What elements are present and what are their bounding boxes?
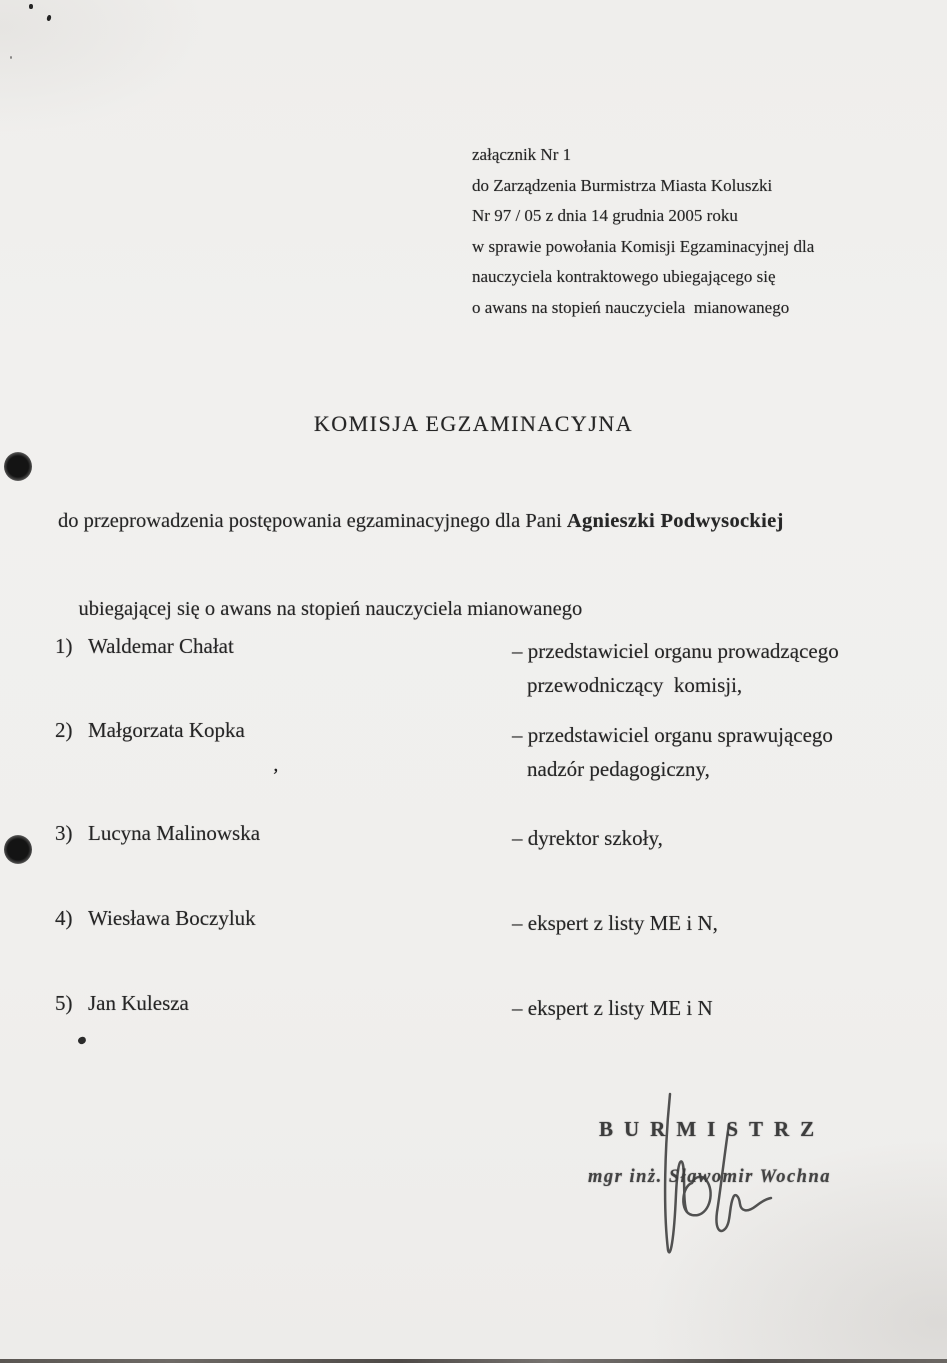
member-name: Wiesława Boczyluk xyxy=(88,906,256,930)
member-role-line: – przedstawiciel organu sprawującego xyxy=(512,723,833,747)
scan-edge-bar xyxy=(0,1359,947,1363)
member-role-line: – ekspert z listy ME i N, xyxy=(512,911,718,935)
reference-line: o awans na stopień nauczyciela mianowanego xyxy=(472,297,790,317)
intro-text-line2: ubiegającej się o awans na stopień nauczyciela mianowanego xyxy=(78,598,583,620)
member-role-line: – ekspert z listy ME i N xyxy=(512,996,713,1020)
attachment-reference-block xyxy=(472,140,892,323)
handwritten-signature xyxy=(630,1086,780,1266)
ink-speck xyxy=(29,4,33,9)
member-name: Jan Kulesza xyxy=(88,991,189,1015)
ink-mark xyxy=(77,1036,87,1045)
reference-line: nauczyciela kontraktowego ubiegającego się xyxy=(472,267,776,286)
member-number: 3) xyxy=(55,821,73,845)
member-role xyxy=(512,821,922,855)
ink-speck xyxy=(46,15,51,22)
document-title: KOMISJA EGZAMINACYJNA xyxy=(313,411,634,436)
reference-line: do Zarządzenia Burmistrza Miasta Koluszki xyxy=(472,175,773,195)
ink-mark: ’ xyxy=(271,764,280,788)
member-number: 4) xyxy=(55,906,73,930)
reference-line: w sprawie powołania Komisji Egzaminacyjnej dla xyxy=(472,236,815,256)
ink-speck xyxy=(10,56,12,59)
punch-hole-mark xyxy=(4,835,32,864)
reference-line: Nr 97 / 05 z dnia 14 grudnia 2005 roku xyxy=(472,206,738,225)
member-number: 2) xyxy=(55,718,73,742)
member-role xyxy=(512,906,922,940)
member-number: 1) xyxy=(55,634,73,658)
punch-hole-mark xyxy=(4,452,32,481)
candidate-name: Agnieszki Podwysockiej xyxy=(566,510,784,532)
member-role xyxy=(512,991,922,1025)
member-role-line: – przedstawiciel organu prowadzącego xyxy=(512,639,839,663)
mayor-stamp-signer: mgr inż. Sławomir Wochna xyxy=(588,1167,831,1187)
reference-line: załącznik Nr 1 xyxy=(472,145,572,164)
member-name: Lucyna Malinowska xyxy=(88,821,261,845)
member-number: 5) xyxy=(55,991,73,1015)
member-name: Małgorzata Kopka xyxy=(88,718,245,742)
member-role-line: nadzór pedagogiczny, xyxy=(527,757,710,781)
member-role xyxy=(512,718,922,786)
member-name: Waldemar Chałat xyxy=(88,634,234,658)
member-role-line: – dyrektor szkoły, xyxy=(512,826,663,850)
member-role-line: przewodniczący komisji, xyxy=(527,673,743,697)
mayor-stamp-title: BURMISTRZ xyxy=(599,1117,826,1141)
member-role xyxy=(512,634,922,702)
intro-text: do przeprowadzenia postępowania egzaminacyjnego dla Pani xyxy=(58,510,567,532)
